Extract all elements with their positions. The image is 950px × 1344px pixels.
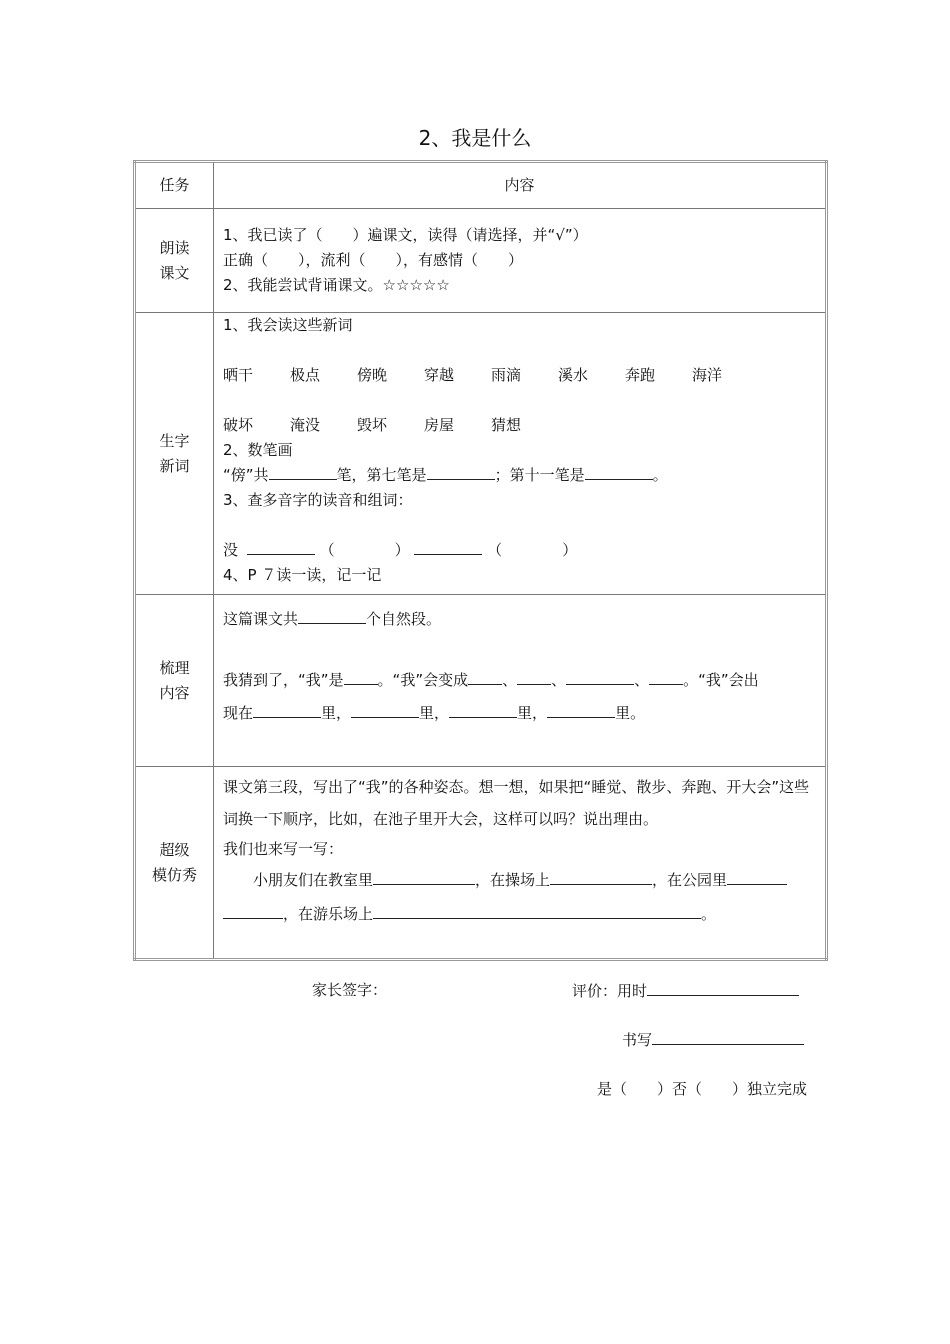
word: 穿越 [424,366,455,384]
appear-blank-2[interactable] [351,701,419,718]
writing-evaluation: 书写 [622,1028,804,1051]
header-task: 任务 [135,162,214,209]
word: 破坏 [223,416,254,434]
word: 淹没 [290,416,321,434]
park-blank-a[interactable] [727,868,787,885]
playground-blank[interactable] [550,868,652,885]
vocab-q3: 3、查多音字的读音和组词： [223,491,413,509]
appear-blank-1[interactable] [253,701,321,718]
classroom-blank[interactable] [373,868,475,885]
stroke-count-blank[interactable] [269,463,337,480]
content-label: 梳理 内容 [135,595,214,767]
reading-row [135,209,827,313]
vocab-row [135,313,827,595]
appear-blank-4[interactable] [547,701,615,718]
vocab-label: 生字 新词 [135,313,214,595]
guess-paragraph: 我猜到了，“我”是 。“我”会变成 、 、 、 。“我”会出 现在 里， 里， 里， 里。 [223,664,817,730]
change-blank-2[interactable] [517,668,551,685]
evaluation-time: 评价：用时 [572,979,799,1002]
word-row-1 [223,363,817,388]
appear-blank-3[interactable] [449,701,517,718]
header-content: 内容 [214,162,827,209]
reading-line-3: 2、我能尝试背诵课文。☆☆☆☆☆ [223,276,450,294]
imitate-writing-2: ，在游乐场上 。 [223,897,817,931]
imitate-row [135,767,827,960]
parent-signature-label: 家长签字： [312,981,388,999]
vocab-q1: 1、我会读这些新词 [223,316,353,334]
paragraph-count-blank[interactable] [298,607,366,624]
word-row-2 [223,413,817,438]
vocab-content [214,313,827,595]
pinyin-blank-2[interactable] [414,538,482,555]
independent-completion: 是（ ）否（ ）独立完成 [597,1080,808,1098]
page-title: 2、我是什么 [418,126,532,150]
word: 猜想 [491,416,522,434]
change-blank-3[interactable] [566,668,634,685]
pinyin-blank-1[interactable] [247,538,315,555]
word: 傍晚 [357,366,388,384]
reading-content [214,209,827,313]
what-am-i-blank[interactable] [344,668,378,685]
word: 晒干 [223,366,254,384]
word: 奔跑 [625,366,656,384]
word: 溪水 [558,366,589,384]
reading-line-2: 正确（ ），流利（ ），有感情（ ） [223,251,524,269]
seventh-stroke-blank[interactable] [427,463,495,480]
content-content [214,595,827,767]
imitate-instruction: 我们也来写一写： [223,840,344,858]
word: 毁坏 [357,416,388,434]
change-blank-4[interactable] [649,668,683,685]
word: 海洋 [692,366,723,384]
eleventh-stroke-blank[interactable] [585,463,653,480]
stroke-line: “傍”共 笔，第七笔是 ；第十一笔是 。 [223,463,817,488]
polyphone-line: 没 （ ） （ ） [223,538,817,563]
word: 房屋 [424,416,455,434]
content-row [135,595,827,767]
task-table [133,160,828,961]
reading-line-1: 1、我已读了（ ）遍课文，读得（请选择，并“√”） [223,226,588,244]
word: 极点 [290,366,321,384]
change-blank-1[interactable] [468,668,502,685]
imitate-label: 超级 模仿秀 [135,767,214,960]
writing-blank[interactable] [652,1028,804,1045]
vocab-q2: 2、数笔画 [223,441,293,459]
imitate-content [214,767,827,960]
paragraph-count-line: 这篇课文共 个自然段。 [223,607,817,632]
amusement-park-blank[interactable] [373,902,701,919]
header-row [135,162,827,209]
reading-label: 朗读 课文 [135,209,214,313]
vocab-q4: 4、P ７读一读，记一记 [223,566,382,584]
time-blank[interactable] [647,979,799,996]
imitate-prompt: 课文第三段，写出了“我”的各种姿态。想一想，如果把“睡觉、散步、奔跑、开大会”这些词换一下顺序，比如，在池子里开大会，这样可以吗？说出理由。 [223,778,810,828]
imitate-writing: 小朋友们在教室里 ，在操场上 ，在公园里 [223,863,817,897]
park-blank-b[interactable] [223,902,283,919]
word: 雨滴 [491,366,522,384]
